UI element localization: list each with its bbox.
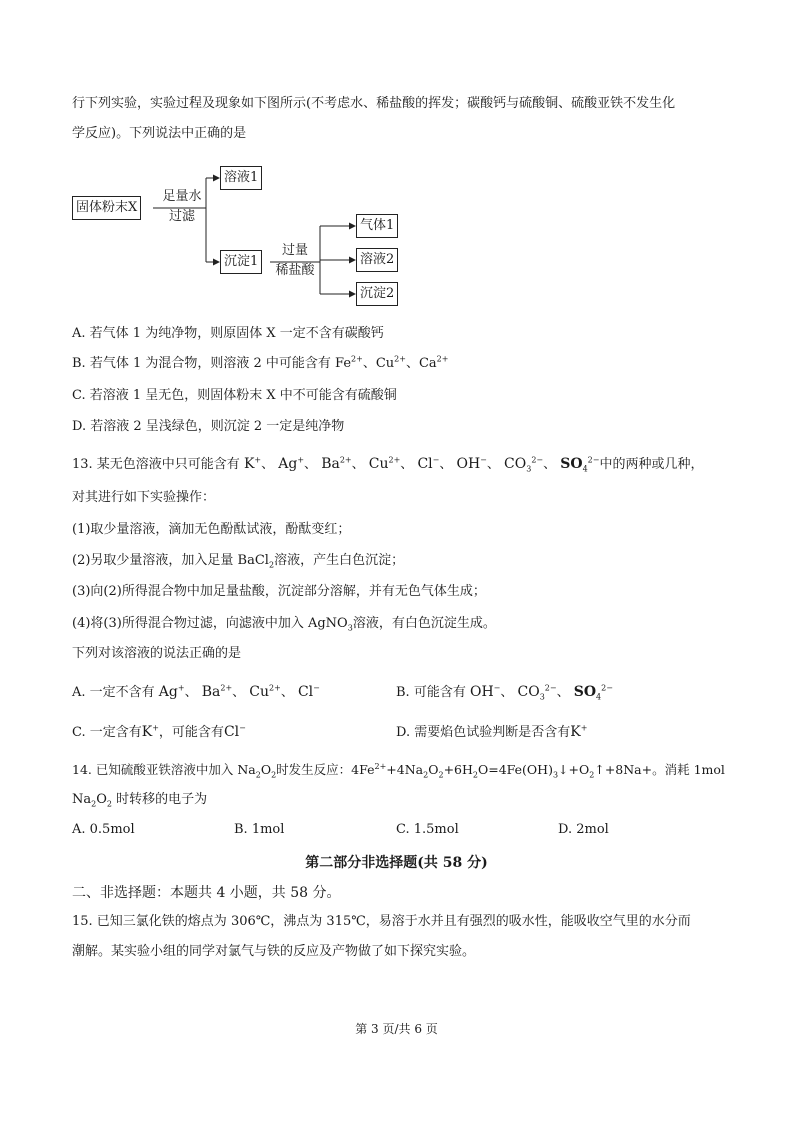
experiment-flow-diagram <box>70 158 410 308</box>
arrow2-top-label: 过量 <box>281 243 308 258</box>
solution2-box: 溶液2 <box>356 248 398 272</box>
q14-option-c: C. 1.5mol <box>396 822 459 837</box>
q13-step-2: (2)另取少量溶液，加入足量 BaCl$_2$溶液，产生白色沉淀； <box>72 553 405 570</box>
gas1-box: 气体1 <box>356 214 398 238</box>
q14-option-b: B. 1mol <box>234 822 285 837</box>
q13-line-2: 对其进行如下实验操作： <box>72 490 216 505</box>
intro-line-1: 行下列实验，实验过程及现象如下图所示(不考虑水、稀盐酸的挥发；碳酸钙与硫酸铜、硫酸亚铁不发生化 <box>72 96 676 111</box>
q15-line-1: 15. 已知三氯化铁的熔点为 306℃，沸点为 315℃，易溶于水并且有强烈的吸水性，能吸收空气里的水分而 <box>72 914 691 929</box>
q13-step-4: (4)将(3)所得混合物过滤，向滤液中加入 AgNO$_3$溶液，有白色沉淀生成。 <box>72 616 496 633</box>
q14-line-2: $Na_2O_2$ 时转移的电子为 <box>72 792 208 809</box>
solid-x-box: 固体粉末X <box>72 196 141 220</box>
arrow1-top-label: 足量水 <box>162 189 202 204</box>
q12-option-c: C. 若溶液 1 呈无色，则固体粉末 X 中不可能含有硫酸铜 <box>72 388 397 403</box>
q12-option-a: A. 若气体 1 为纯净物，则原固体 X 一定不含有碳酸钙 <box>72 326 384 341</box>
arrow1-bottom-label: 过滤 <box>168 209 195 224</box>
page-footer: 第 3 页/共 6 页 <box>355 1022 438 1036</box>
q14-stem: 14. 已知硫酸亚铁溶液中加入 $Na_2O_2$时发生反应：$4Fe^{2+}+4Na_2O_2+6H_2O=4Fe(OH)_3↓+O_2↑+8Na+$。消耗 1mol <box>72 761 725 780</box>
q13-option-b: B. 可能含有 OH−、 $CO_3^{2-}$、 $SO_4^{2-}$ <box>396 683 613 702</box>
q12-option-b: B. 若气体 1 为混合物，则溶液 2 中可能含有 $Fe^{2+}$、$Cu^{2+}$、$Ca^{2+}$ <box>72 354 449 371</box>
precipitate1-box: 沉淀1 <box>220 250 262 274</box>
q13-question: 下列对该溶液的说法正确的是 <box>72 646 242 661</box>
q13-step-3: (3)向(2)所得混合物中加足量盐酸，沉淀部分溶解，并有无色气体生成； <box>72 584 486 599</box>
precipitate2-box: 沉淀2 <box>356 282 398 306</box>
q13-option-d: D. 需要焰色试验判断是否含有K+ <box>396 723 588 740</box>
part2-title: 第二部分非选择题(共 58 分) <box>305 855 488 871</box>
q13-stem: 13. 某无色溶液中只可能含有 K+、 Ag+、 $Ba^{2+}$、 $Cu^{2+}$、 Cl−、 OH−、 $CO_3^{2-}$、 $SO_4^{2-}$中的两种或几种， <box>72 455 704 474</box>
q14-option-d: D. 2mol <box>558 822 609 837</box>
q13-option-c: C. 一定含有K+，可能含有Cl− <box>72 723 246 740</box>
solution1-box: 溶液1 <box>220 166 262 190</box>
q14-option-a: A. 0.5mol <box>72 822 135 837</box>
q13-option-a: A. 一定不含有 Ag+、 $Ba^{2+}$、 $Cu^{2+}$、 Cl− <box>72 683 320 700</box>
part2-heading: 二、非选择题：本题共 4 小题，共 58 分。 <box>72 885 341 901</box>
q15-line-2: 潮解。某实验小组的同学对氯气与铁的反应及产物做了如下探究实验。 <box>72 944 476 959</box>
intro-line-2: 学反应)。下列说法中正确的是 <box>72 126 247 141</box>
arrow2-bottom-label: 稀盐酸 <box>275 263 315 278</box>
q12-option-d: D. 若溶液 2 呈浅绿色，则沉淀 2 一定是纯净物 <box>72 419 345 434</box>
q13-step-1: (1)取少量溶液，滴加无色酚酞试液，酚酞变红； <box>72 522 351 537</box>
